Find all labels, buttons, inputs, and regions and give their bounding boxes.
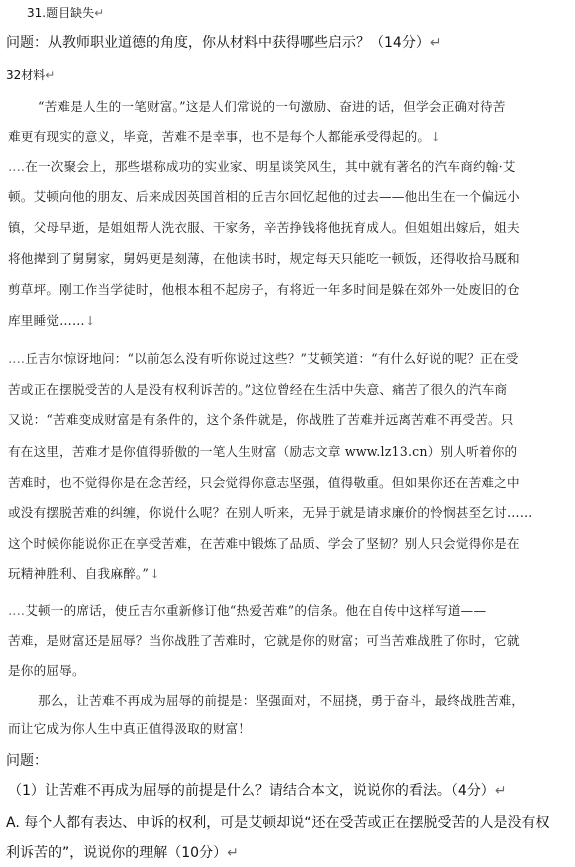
question-a-line-2-text: 利诉苦的”，说说你的理解（10分） (6, 845, 228, 861)
question-a-line-2 (6, 842, 239, 862)
question-1 (8, 780, 507, 800)
material-line-21: 而让它成为你人生中真正值得汲取的财富！ (8, 721, 252, 736)
material-line-19: 是你的屈辱。 (8, 663, 85, 678)
material-line-10: 苦或正在摆脱受苦的人是没有权利诉苦的。”这位曾经在生活中失意、痛苦了很久的汽车商 (8, 382, 508, 397)
material-line-20: 那么，让苦难不再成为屈辱的前提是：坚强面对，不屈挠，勇于奋斗，最终战胜苦难， (38, 693, 525, 708)
material-line-3-text: 在一次聚会上，那些堪称成功的实业家、明星谈笑风生，其中就有著名的汽车商约翰·艾 (25, 159, 516, 174)
material-line-17-text: 艾顿一的席话，使丘吉尔重新修订他“热爱苦难”的信条。他在自传中这样写道—— (25, 603, 487, 618)
paragraph-mark: ↵ (45, 68, 56, 82)
q31-missing-text: 31.题目缺失 (27, 6, 95, 20)
material-line-8 (8, 310, 96, 329)
indent-dots: ‥‥ (8, 159, 26, 174)
question-1-text: （1）让苦难不再成为屈辱的前提是什么？请结合本文，说说你的看法。（4分） (8, 783, 495, 799)
material-line-5: 镇，父母早逝，是姐姐帮人洗衣服、干家务，辛苦挣钱将他抚育成人。但姐姐出嫁后，姐夫 (8, 220, 520, 235)
material-line-13: 苦难时，也不觉得你是在念苦经，只会觉得你意志坚强，值得敬重。但如果你还在苦难之中 (8, 475, 520, 490)
material-line-9-text: 丘吉尔惊讶地问：“以前怎么没有听你说过这些？”艾顿笑道：“有什么好说的呢？正在受 (25, 351, 519, 366)
material-line-2-text: 难更有现实的意义，毕竟，苦难不是幸事，也不是每个人都能承受得起的。 (8, 129, 431, 144)
question-a-line-1: A. 每个人都有表达、申诉的权利，可是艾顿却说“还在受苦或正在摆脱受苦的人是没有权 (6, 815, 550, 831)
material-line-3 (8, 156, 516, 175)
paragraph-mark: ↓ (149, 566, 160, 581)
material-line-1: “苦难是人生的一笔财富。”这是人们常说的一句激励、奋进的话，但学会正确对待苦 (38, 99, 506, 114)
material-line-16-text: 玩精神胜利、自我麻醉。” (8, 566, 150, 581)
questions-title: 问题： (6, 753, 48, 769)
q31-missing-line (27, 4, 104, 21)
material-line-2 (8, 126, 441, 145)
material-line-15: 这个时候你能说你正在享受苦难，在苦难中锻炼了品质、学会了坚韧？别人只会觉得你是在 (8, 536, 520, 551)
q31-question (6, 32, 442, 52)
paragraph-mark: ↵ (494, 783, 507, 799)
paragraph-mark: ↓ (84, 313, 96, 328)
material-line-4: 顿。艾顿向他的朋友、后来成因英国首相的丘吉尔回忆起他的过去——他出生在一个偏远小 (8, 189, 520, 204)
material-line-6: 将他撵到了舅舅家，舅妈更是刻薄，在他读书时，规定每天只能吃一顿饭，还得收拾马厩和 (8, 251, 520, 266)
paragraph-mark: ↵ (227, 845, 239, 861)
q31-question-text: 问题：从教师职业道德的角度，你从材料中获得哪些启示？（14分） (6, 35, 430, 51)
paragraph-mark: ↵ (94, 6, 105, 20)
material-line-7: 剪草坪。刚工作当学徒时，他根本租不起房子，有将近一年多时间是躲在郊外一处废旧的仓 (8, 282, 520, 297)
material-line-16 (8, 563, 160, 582)
material-line-11: 又说：“苦难变成财富是有条件的，这个条件就是，你战胜了苦难并远离苦难不再受苦。只 (8, 412, 514, 427)
indent-dots: ‥‥ (8, 351, 26, 366)
material-line-8-text: 库里睡觉…… (8, 313, 85, 328)
material-line-9 (8, 348, 519, 367)
q32-title (6, 66, 55, 83)
paragraph-mark: ↓ (430, 129, 441, 144)
material-line-12: 有在这里，苦难才是你值得骄傲的一笔人生财富（励志文章 www.lz13.cn）别人听着你的 (8, 444, 518, 459)
material-line-18: 苦难，是财富还是屈辱？当你战胜了苦难时，它就是你的财富；可当苦难战胜了你时，它就 (8, 633, 520, 648)
material-line-17 (8, 600, 486, 619)
material-line-14: 或没有摆脱苦难的纠缠，你说什么呢？在别人听来，无异于就是请求廉价的怜悯甚至乞讨…… (8, 505, 533, 520)
q32-title-text: 32材料 (6, 68, 46, 82)
indent-dots: ‥‥ (8, 603, 26, 618)
paragraph-mark: ↵ (429, 35, 442, 51)
